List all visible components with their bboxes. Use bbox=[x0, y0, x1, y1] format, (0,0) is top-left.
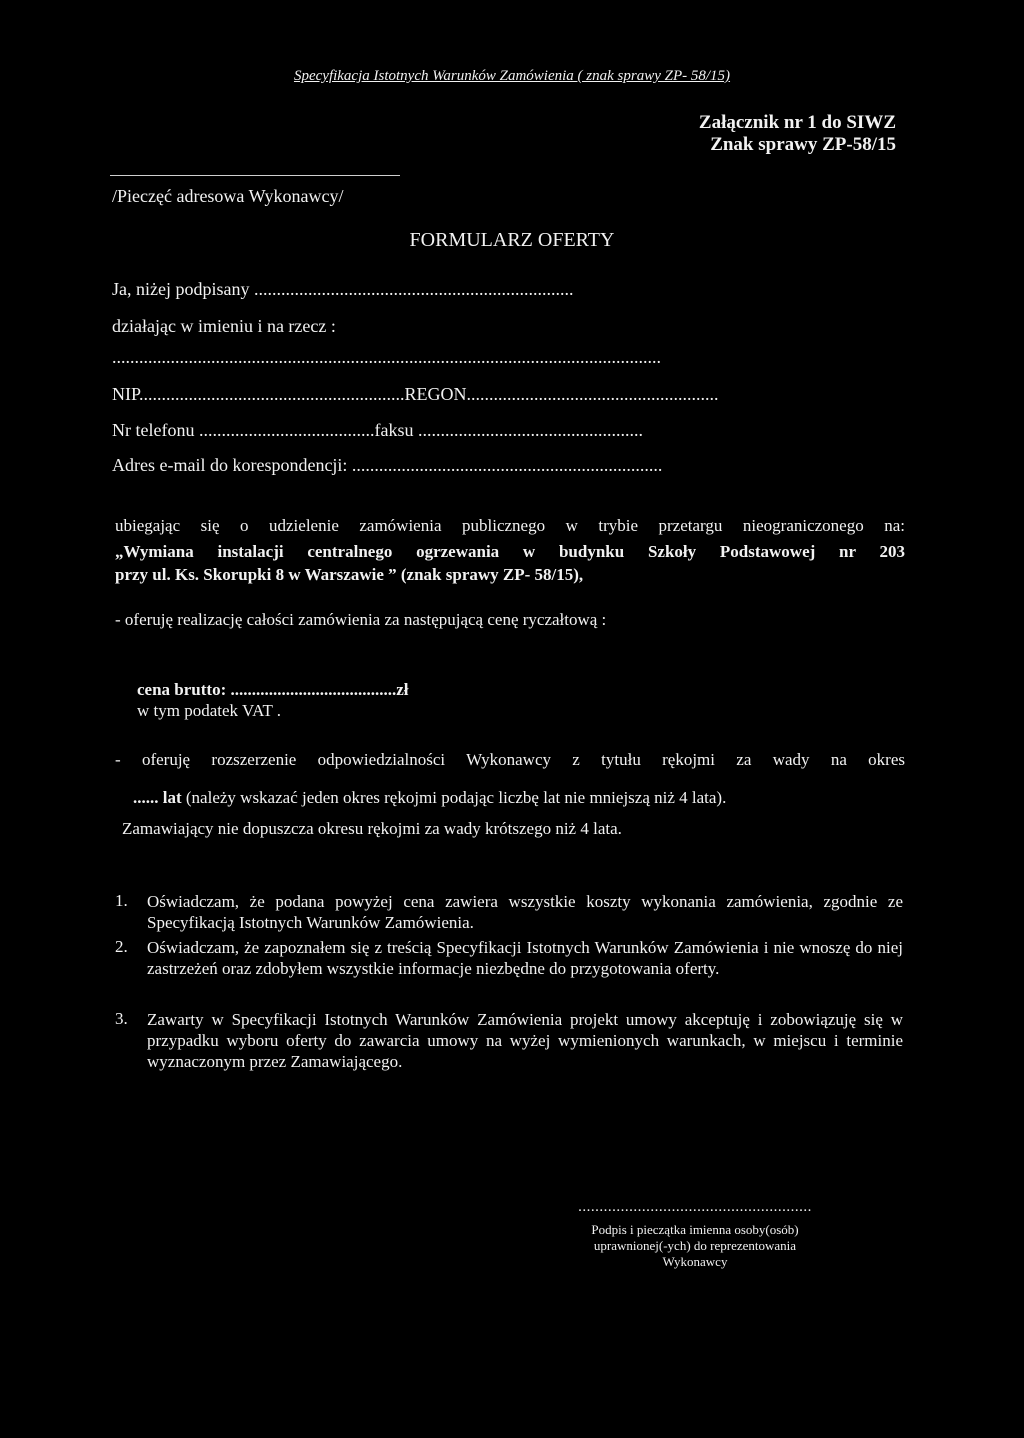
signature-line: ....................................................... bbox=[578, 1199, 812, 1215]
signature-caption-2: uprawnionej(-ych) do reprezentowania bbox=[593, 1238, 797, 1253]
stamp-line bbox=[110, 175, 400, 176]
nip-regon-field[interactable]: NIP...........................................................REGON........................................................ bbox=[112, 384, 719, 404]
vat-note: w tym podatek VAT . bbox=[137, 701, 282, 720]
phone-fax-field[interactable]: Nr telefonu .......................................faksu .................................................. bbox=[112, 420, 643, 440]
statement-text: Zawarty w Specyfikacji Istotnych Warunków Zamówienia projekt umowy akceptuję i zobowiązuję się w przypadku wyboru oferty do zawarcia umowy na wyżej wymienionych warunkach, w miejscu i terminie wyznaczonym przez Zamawiającego. bbox=[147, 1010, 903, 1071]
price-field[interactable]: cena brutto: .......................................zł bbox=[137, 680, 409, 699]
intro-line-1: ubiegając się o udzielenie zamówienia publicznego w trybie przetargu nieograniczonego na: bbox=[115, 516, 905, 535]
acting-label: działając w imieniu i na rzecz : bbox=[112, 316, 336, 336]
acting-field[interactable]: .......................................................................................................................... bbox=[112, 347, 661, 367]
warranty-text: - oferuję rozszerzenie odpowiedzialności Wykonawcy z tytułu rękojmi za wady na okres bbox=[115, 750, 905, 769]
statement-number: 2. bbox=[115, 937, 128, 956]
offer-line: - oferuję realizację całości zamówienia za następującą cenę ryczałtową : bbox=[115, 610, 607, 629]
email-field[interactable]: Adres e-mail do korespondencji: ..................................................................... bbox=[112, 455, 663, 475]
warranty-years-line bbox=[133, 788, 726, 808]
warranty-line bbox=[115, 749, 905, 770]
intro-line-3: przy ul. Ks. Skorupki 8 w Warszawie ” (znak sprawy ZP- 58/15), bbox=[115, 565, 584, 584]
attachment-label: Załącznik nr 1 do SIWZ bbox=[698, 112, 896, 133]
running-header: Specyfikacja Istotnych Warunków Zamówienia ( znak sprawy ZP- 58/15) bbox=[293, 68, 731, 84]
warranty-years-field[interactable]: ...... lat bbox=[133, 788, 182, 807]
statement-number: 1. bbox=[115, 891, 128, 910]
statement-text: Oświadczam, że zapoznałem się z treścią Specyfikacji Istotnych Warunków Zamówienia i nie wnoszę do niej zastrzeżeń oraz zdobyłem wszystkie informacje niezbędne do przygotowania oferty. bbox=[147, 938, 903, 978]
stamp-label: /Pieczęć adresowa Wykonawcy/ bbox=[112, 186, 344, 206]
warranty-min-note: Zamawiający nie dopuszcza okresu rękojmi za wady krótszego niż 4 lata. bbox=[122, 819, 622, 838]
signature-caption-3: Wykonawcy bbox=[662, 1254, 728, 1269]
statement-text: Oświadczam, że podana powyżej cena zawiera wszystkie koszty wykonania zamówienia, zgodnie ze Specyfikacją Istotnych Warunków Zamówienia. bbox=[147, 892, 903, 932]
signature-caption-1: Podpis i pieczątka imienna osoby(osób) bbox=[591, 1222, 799, 1237]
statement-number: 3. bbox=[115, 1009, 128, 1028]
intro-line-2: „Wymiana instalacji centralnego ogrzewania w budynku Szkoły Podstawowej nr 203 bbox=[115, 542, 905, 561]
form-title: FORMULARZ OFERTY bbox=[409, 229, 615, 251]
case-reference: Znak sprawy ZP-58/15 bbox=[710, 134, 896, 155]
warranty-years-note: (należy wskazać jeden okres rękojmi podając liczbę lat nie mniejszą niż 4 lata). bbox=[181, 788, 727, 807]
signed-field[interactable]: Ja, niżej podpisany ....................................................................... bbox=[112, 279, 574, 299]
